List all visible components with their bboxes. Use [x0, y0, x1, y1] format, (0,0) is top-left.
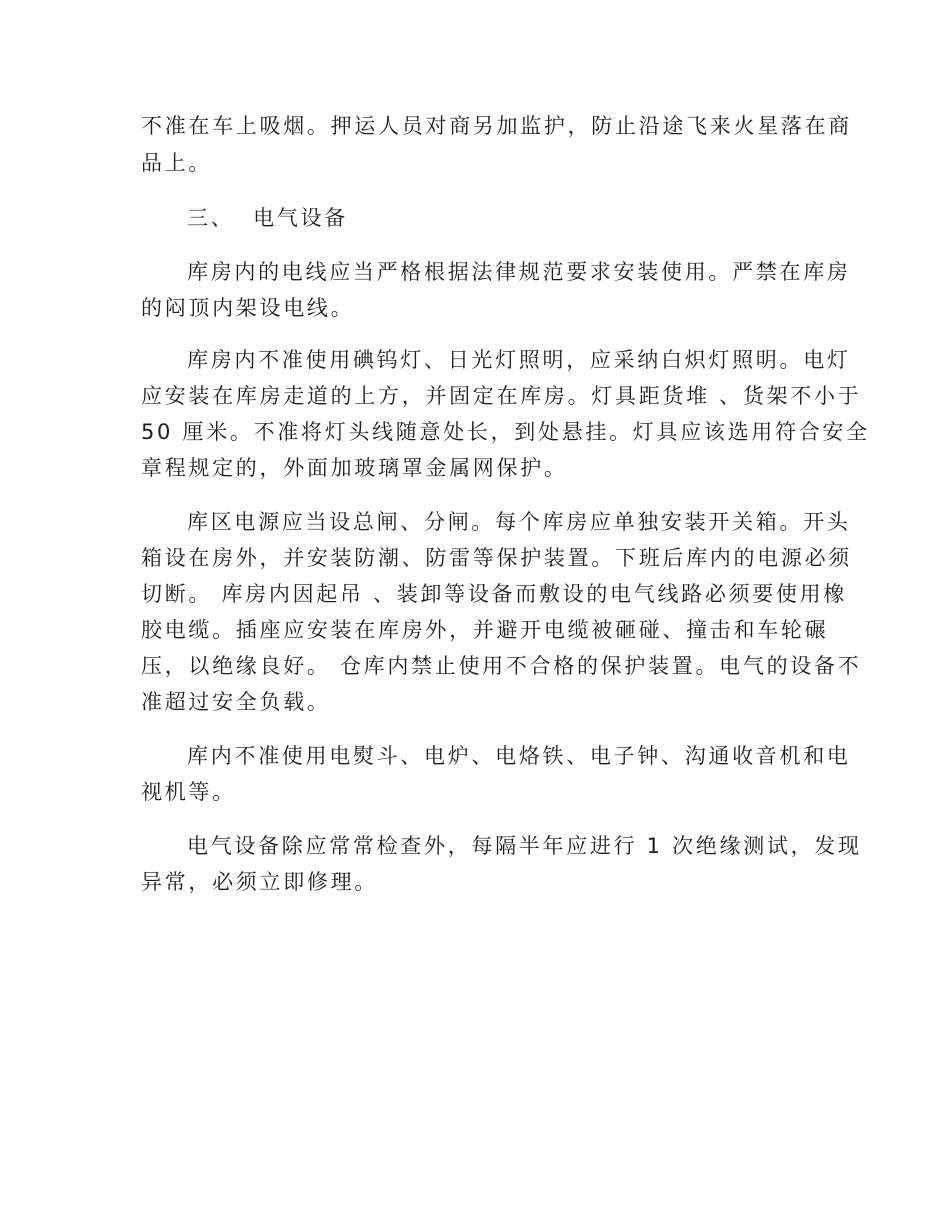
text-line: 库区电源应当设总闸、分闸。每个库房应单独安装开关箱。开头 — [187, 510, 851, 534]
section-heading: 三、 电气设备 — [187, 206, 348, 230]
text-line: 的闷顶内架设电线。 — [141, 296, 355, 320]
text-line: 品上。 — [141, 151, 213, 175]
text-line: 切断。 库房内因起吊 、装卸等设备而敷设的电气线路必须要使用橡 — [141, 582, 848, 606]
text-line: 准超过安全负载。 — [141, 690, 331, 714]
text-line: 箱设在房外，并安装防潮、防雷等保护装置。下班后库内的电源必须 — [141, 546, 852, 570]
text-line: 库房内的电线应当严格根据法律规范要求安装使用。严禁在库房 — [187, 260, 851, 284]
text-line: 视机等。 — [141, 780, 236, 804]
text-line: 压，以绝缘良好。 仓库内禁止使用不合格的保护装置。电气的设备不 — [141, 654, 862, 678]
text-line: 胶电缆。插座应安装在库房外，并避开电缆被砸碰、撞击和车轮碾 — [141, 618, 829, 642]
text-line: 异常，必须立即修理。 — [141, 870, 378, 894]
text-line: 库内不准使用电熨斗、电炉、电烙铁、电子钟、沟通收音机和电 — [187, 744, 851, 768]
text-line: 50 厘米。不准将灯头线随意处长，到处悬挂。灯具应该选用符合安全 — [141, 420, 870, 444]
text-line: 库房内不准使用碘钨灯、日光灯照明，应采纳白炽灯照明。电灯 — [187, 348, 851, 372]
text-line: 电气设备除应常常检查外，每隔半年应进行 1 次绝缘测试，发现 — [187, 834, 862, 858]
text-line: 应安装在库房走道的上方，并固定在库房。灯具距货堆 、货架不小于 — [141, 384, 862, 408]
text-line: 章程规定的，外面加玻璃罩金属网保护。 — [141, 456, 568, 480]
text-line: 不准在车上吸烟。押运人员对商另加监护，防止沿途飞来火星落在商 — [141, 114, 852, 138]
